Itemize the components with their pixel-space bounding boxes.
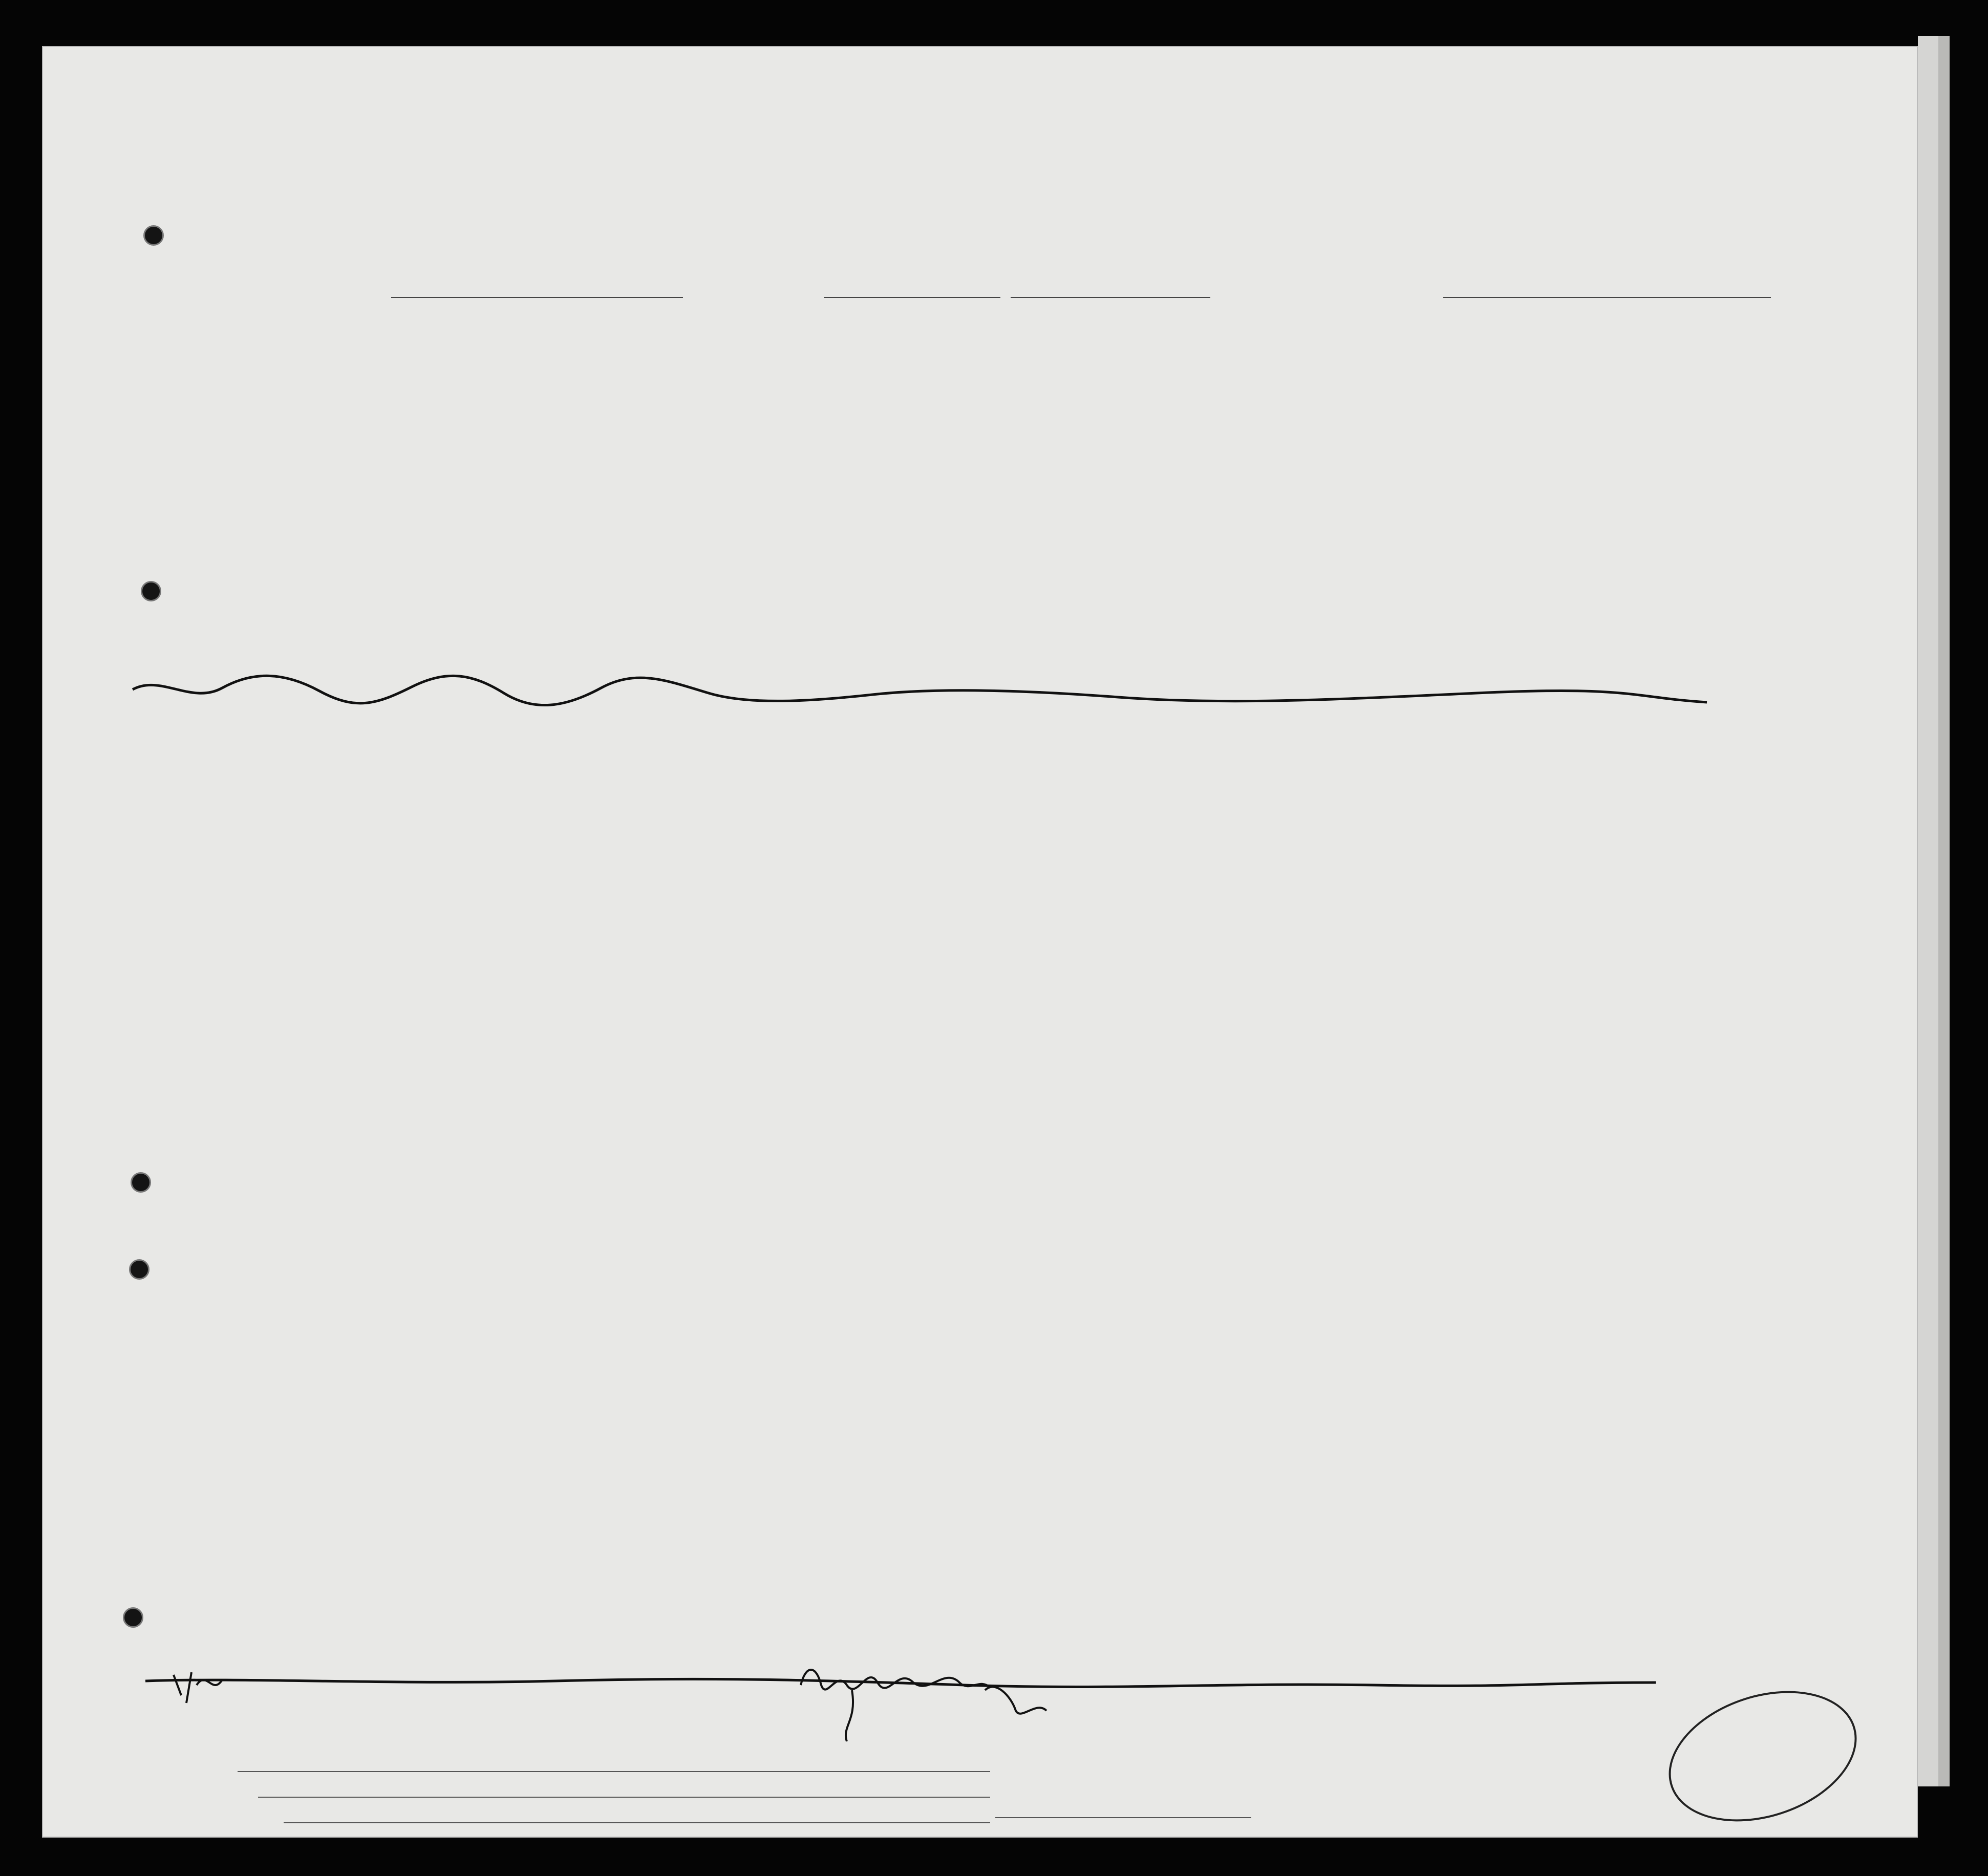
manifest-sheet — [42, 46, 1918, 1838]
row-7-strike-line — [133, 676, 1707, 705]
binder-hole — [131, 1172, 151, 1193]
inspector-signature — [801, 1670, 1046, 1741]
binder-hole — [141, 581, 161, 601]
handwriting-overlay — [43, 47, 1919, 1839]
initials-mark — [174, 1672, 222, 1703]
binder-hole — [129, 1259, 149, 1280]
binder-hole — [143, 225, 164, 246]
binder-hole — [123, 1607, 143, 1628]
